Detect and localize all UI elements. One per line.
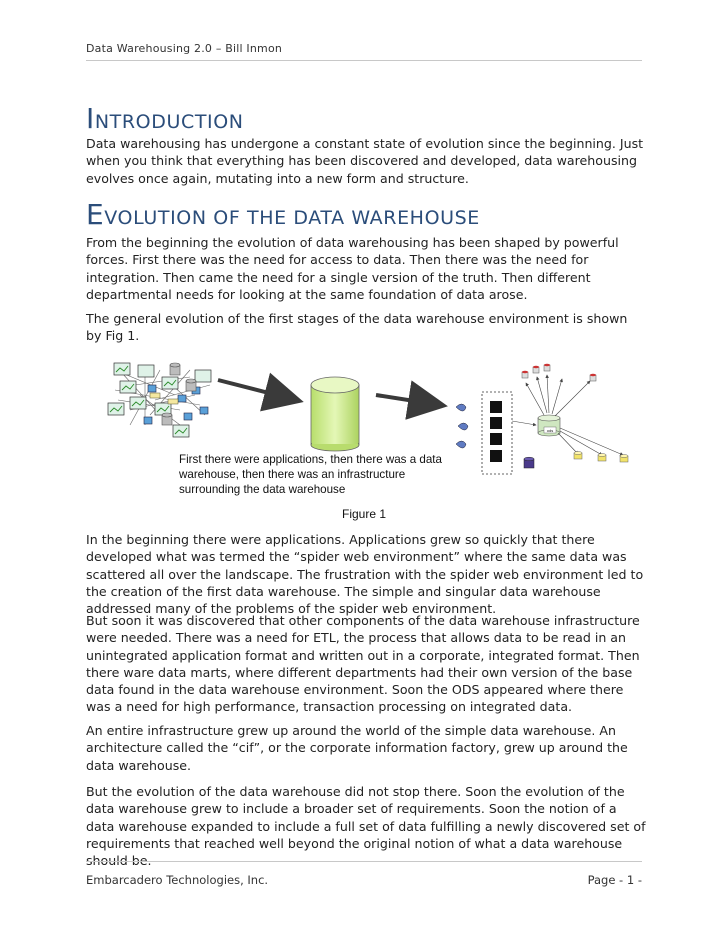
intro-paragraph: Data warehousing has undergone a constant state of evolution since the beginning. Just when you think that everything has been discovered and developed, data warehousing evolves once again, mutating into a new form and structure. — [86, 136, 644, 186]
header-divider — [86, 60, 642, 61]
footer-company: Embarcadero Technologies, Inc. — [86, 873, 269, 887]
footer-page-number: Page - 1 - — [587, 873, 642, 887]
infrastructure-group — [456, 364, 628, 474]
ods-label: ods — [546, 428, 554, 433]
heading-evolution: EVOLUTION OF THE DATA WAREHOUSE — [86, 198, 480, 231]
heading-introduction: INTRODUCTION — [86, 102, 244, 135]
figure-label: Figure 1 — [341, 507, 387, 521]
evolution-paragraph-1: From the beginning the evolution of data warehousing has been shaped by powerful forces. First there was the need for access to data. Then there was the need for integration. Then came the need for a single version of the truth. Then different departmental needs for looking at the same foundation of data arose. — [86, 235, 619, 302]
arrow-warehouse-to-infrastructure — [376, 395, 440, 405]
evolution-paragraph-2: The general evolution of the first stages of the data warehouse environment is shown by Fig 1. — [86, 311, 628, 344]
body-paragraph-2: But soon it was discovered that other components of the data warehouse infrastructure were needed. There was a need for ETL, the process that allows data to be read in an unintegrated application format and written out in a corporate, integrated format. Then there ware data marts, where different departments had their own version of the base data found in the data warehouse environment. Soon the ODS appeared where there was a need for high performance, transaction processing on integrated data. — [86, 613, 640, 715]
running-header: Data Warehousing 2.0 – Bill Inmon — [86, 42, 283, 55]
body-paragraph-3: An entire infrastructure grew up around the world of the simple data warehouse. An architecture called the “cif”, or the corporate information factory, grew up around the data warehouse. — [86, 723, 628, 773]
body-paragraph-1: In the beginning there were applications. Applications grew so quickly that there developed what was termed the “spider web environment” where the same data was scattered all over the landscape. The frustration with the spider web environment led to the creation of the first data warehouse. The simple and singular data warehouse addressed many of the problems of the spider web environment. — [86, 532, 644, 617]
figure-caption: First there were applications, then there was a data warehouse, then there was an infrastructure surrounding the data warehouse — [179, 453, 442, 497]
footer-divider — [86, 861, 642, 862]
body-paragraph-4: But the evolution of the data warehouse did not stop there. Soon the evolution of the data warehouse grew to include a broader set of requirements. Soon the notion of a data warehouse expanded to include a full set of data fulfilling a newly discovered set of requirements that reached well beyond the original notion of what a data warehouse should be. — [86, 784, 646, 869]
spider-web-applications-group — [108, 363, 211, 437]
data-warehouse-cylinder — [311, 377, 359, 451]
arrow-apps-to-warehouse — [218, 380, 296, 400]
